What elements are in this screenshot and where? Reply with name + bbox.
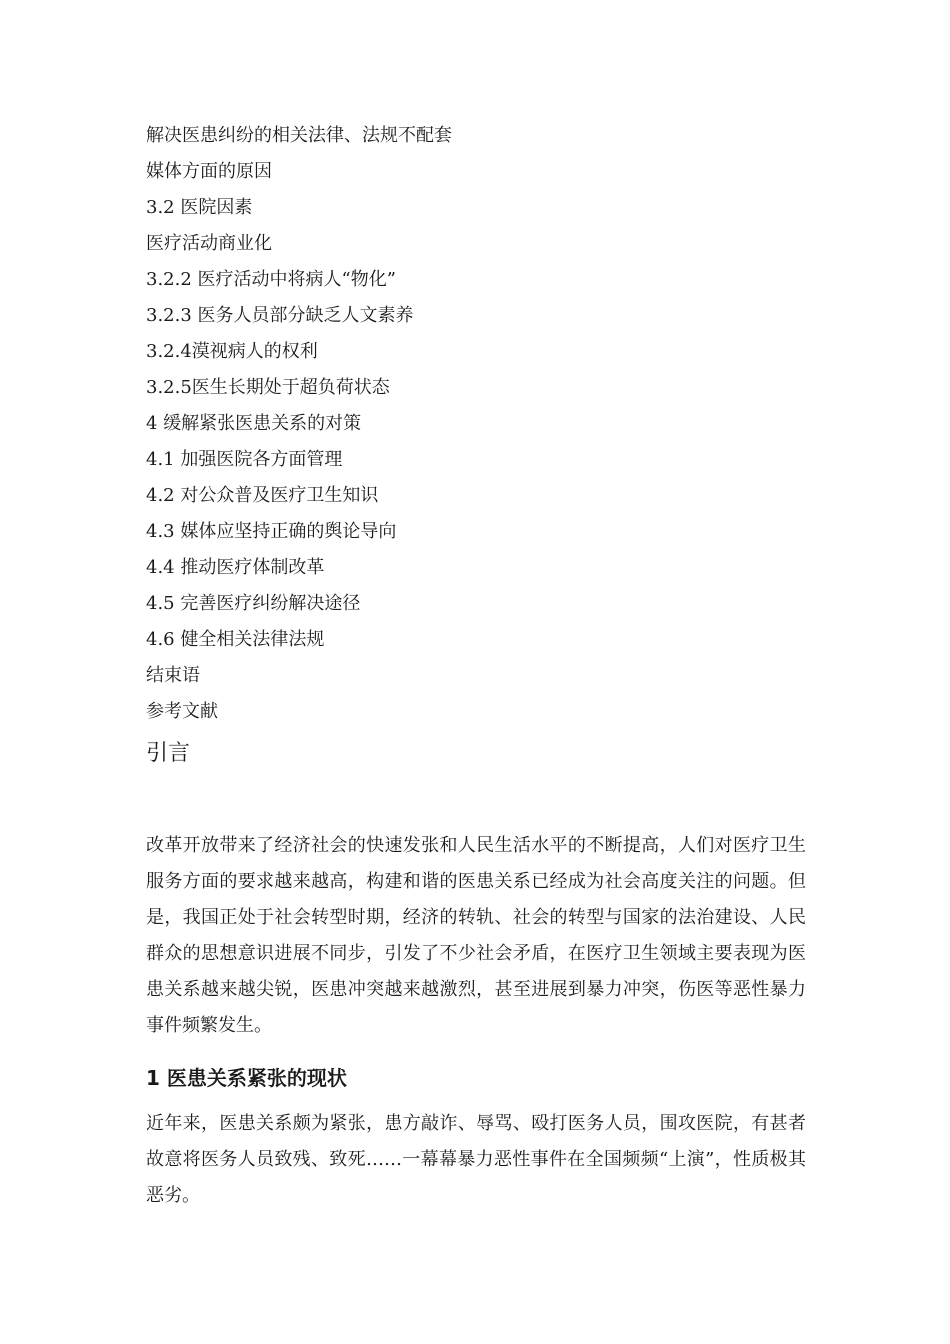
toc-item: 媒体方面的原因: [146, 161, 272, 182]
toc-item: 医疗活动商业化: [146, 233, 272, 254]
toc-item: 3.2.2 医疗活动中将病人“物化”: [146, 269, 396, 290]
toc-item: 结束语: [146, 665, 200, 686]
toc-item: 4.5 完善医疗纠纷解决途径: [146, 593, 361, 614]
section-1-paragraph: 近年来，医患关系颇为紧张，患方敲诈、辱骂、殴打医务人员，围攻医院，有甚者故意将医务人员致残、致死……一幕幕暴力恶性事件在全国频频“上演”，性质极其恶劣。: [146, 1113, 806, 1206]
toc-item: 3.2.3 医务人员部分缺乏人文素养: [146, 305, 414, 326]
intro-paragraph: 改革开放带来了经济社会的快速发张和人民生活水平的不断提高，人们对医疗卫生服务方面的要求越来越高，构建和谐的医患关系已经成为社会高度关注的问题。但是，我国正处于社会转型时期，经济的转轨、社会的转型与国家的法治建设、人民群众的思想意识进展不同步，引发了不少社会矛盾，在医疗卫生领域主要表现为医患关系越来越尖锐，医患冲突越来越激烈，甚至进展到暴力冲突，伤医等恶性暴力事件频繁发生。: [146, 835, 806, 1036]
intro-heading: 引言: [146, 741, 191, 766]
document-page: [146, 118, 806, 1214]
toc-item: 解决医患纠纷的相关法律、法规不配套: [146, 125, 452, 146]
table-of-contents: [146, 118, 806, 730]
section-1-heading: 1 医患关系紧张的现状: [146, 1066, 347, 1090]
toc-item: 4.2 对公众普及医疗卫生知识: [146, 485, 379, 506]
toc-item: 参考文献: [146, 701, 218, 722]
toc-item: 4.6 健全相关法律法规: [146, 629, 325, 650]
toc-item: 4 缓解紧张医患关系的对策: [146, 413, 362, 434]
toc-item: 3.2.5医生长期处于超负荷状态: [146, 377, 390, 398]
toc-item: 4.1 加强医院各方面管理: [146, 449, 343, 470]
toc-item: 4.3 媒体应坚持正确的舆论导向: [146, 521, 397, 542]
toc-item: 4.4 推动医疗体制改革: [146, 557, 325, 578]
toc-item: 3.2.4漠视病人的权利: [146, 341, 318, 362]
toc-item: 3.2 医院因素: [146, 197, 253, 218]
